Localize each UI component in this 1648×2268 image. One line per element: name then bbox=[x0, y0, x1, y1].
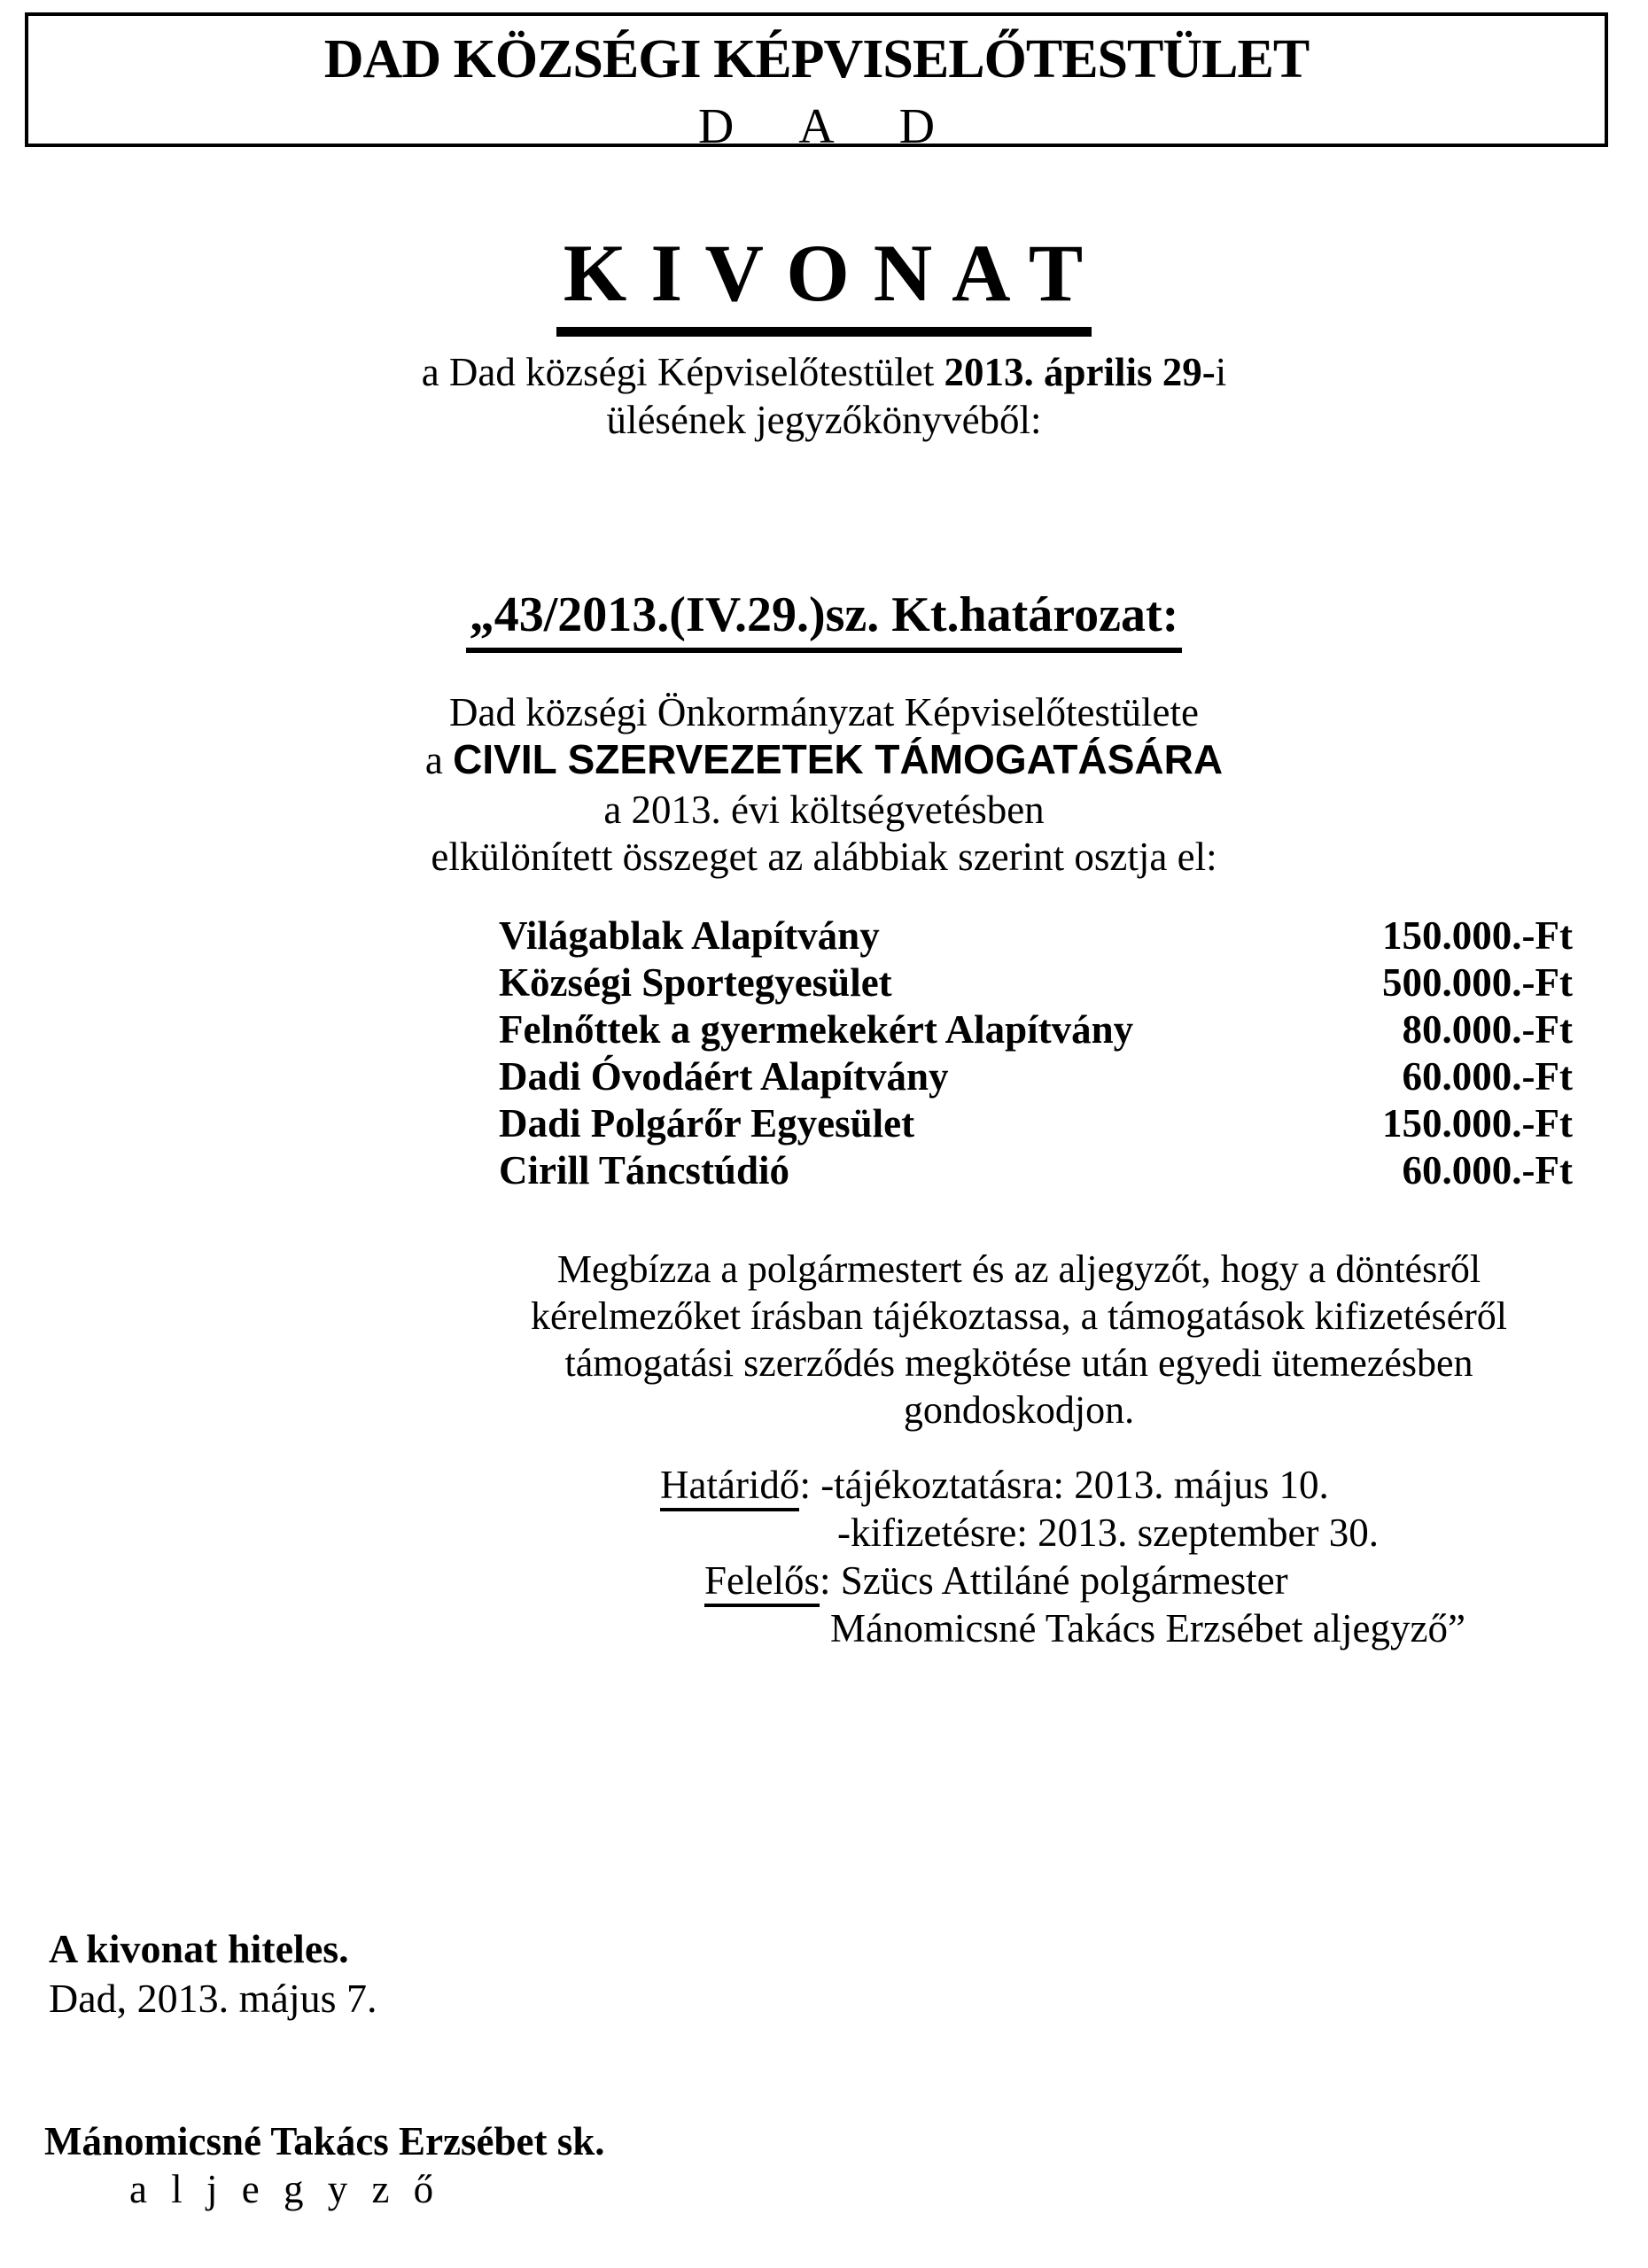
deadline-label: Határidő bbox=[660, 1463, 799, 1511]
document-title-text: K I V O N A T bbox=[556, 226, 1092, 337]
allocation-name: Világablak Alapítvány bbox=[499, 913, 880, 958]
mandate-line: Megbízza a polgármestert és az aljegyzőt, hogy a döntésről bbox=[556, 1247, 1481, 1291]
budget-line: a 2013. évi költségvetésben bbox=[603, 788, 1045, 832]
allocation-amount: 60.000.-Ft bbox=[1402, 1148, 1573, 1192]
allocation-amount: 150.000.-Ft bbox=[1382, 1101, 1573, 1146]
responsible-rest: : Szücs Attiláné polgármester bbox=[820, 1558, 1288, 1603]
mandate-line: kérelmezőket írásban tájékoztassa, a támogatások kifizetéséről bbox=[531, 1294, 1507, 1338]
intro-block bbox=[0, 348, 1648, 444]
civil-support-line bbox=[0, 735, 1648, 783]
deadline-line-1 bbox=[660, 1461, 1648, 1509]
allocation-name: Felnőttek a gyermekekért Alapítvány bbox=[499, 1007, 1134, 1052]
responsible-line-2: Mánomicsné Takács Erzsébet aljegyző” bbox=[830, 1606, 1465, 1651]
allocation-row bbox=[499, 1147, 1573, 1194]
intro-line-1 bbox=[0, 348, 1648, 396]
signer-name: Mánomicsné Takács Erzsébet sk. bbox=[44, 2119, 605, 2163]
allocation-amount: 150.000.-Ft bbox=[1382, 913, 1573, 958]
mandate-line: támogatási szerződés megkötése után egyedi ütemezésben bbox=[564, 1341, 1473, 1385]
allocation-name: Községi Sportegyesület bbox=[499, 960, 892, 1005]
attestation-line: A kivonat hiteles. bbox=[49, 1926, 349, 1971]
terms-block bbox=[0, 1461, 1648, 1652]
allocation-row bbox=[499, 1100, 1573, 1147]
allocations-list bbox=[499, 913, 1573, 1194]
civil-emphasis: CIVIL SZERVEZETEK TÁMOGATÁSÁRA bbox=[453, 736, 1224, 782]
signature-block bbox=[44, 2117, 605, 2213]
intro-line1-prefix: a Dad községi Képviselőtestület bbox=[421, 350, 944, 394]
allocation-amount: 80.000.-Ft bbox=[1402, 1007, 1573, 1052]
deadline-rest: : -tájékoztatásra: 2013. május 10. bbox=[799, 1463, 1329, 1507]
header-title: DAD KÖZSÉGI KÉPVISELŐTESTÜLET bbox=[323, 29, 1310, 89]
intro-line1-date: 2013. április 29- bbox=[944, 350, 1216, 394]
resolution-heading-text: „43/2013.(IV.29.)sz. Kt.határozat: bbox=[466, 586, 1183, 653]
header-box bbox=[25, 12, 1608, 154]
allocation-row bbox=[499, 913, 1573, 959]
intro-line1-suffix: i bbox=[1215, 350, 1227, 394]
allocation-name: Dadi Óvodáért Alapítvány bbox=[499, 1054, 949, 1099]
intro-line-2: ülésének jegyzőkönyvéből: bbox=[606, 398, 1042, 442]
civil-prefix: a bbox=[424, 738, 454, 782]
mandate-paragraph bbox=[483, 1246, 1555, 1433]
allocation-row bbox=[499, 1006, 1573, 1053]
mandate-line: gondoskodjon. bbox=[903, 1388, 1135, 1432]
allocation-name: Cirill Táncstúdió bbox=[499, 1148, 789, 1192]
responsible-line-1 bbox=[704, 1557, 1648, 1604]
allocation-amount: 60.000.-Ft bbox=[1402, 1054, 1573, 1099]
attestation-date: Dad, 2013. május 7. bbox=[49, 1976, 377, 2021]
deadline-line-2: -kifizetésre: 2013. szeptember 30. bbox=[837, 1511, 1380, 1555]
responsible-label: Felelős bbox=[704, 1558, 820, 1607]
signer-title: a l j e g y z ő bbox=[129, 2167, 441, 2211]
document-title bbox=[0, 226, 1648, 337]
allocation-name: Dadi Polgárőr Egyesület bbox=[499, 1101, 915, 1146]
header-subtitle: D A D bbox=[697, 99, 963, 154]
allocation-amount: 500.000.-Ft bbox=[1382, 960, 1573, 1005]
allocation-intro-line: elkülönített összeget az alábbiak szerint osztja el: bbox=[431, 835, 1217, 879]
attestation-block bbox=[49, 1924, 377, 2023]
council-line: Dad községi Önkormányzat Képviselőtestülete bbox=[449, 690, 1199, 734]
allocation-row bbox=[499, 959, 1573, 1006]
resolution-heading bbox=[0, 586, 1648, 653]
allocation-row bbox=[499, 1053, 1573, 1100]
